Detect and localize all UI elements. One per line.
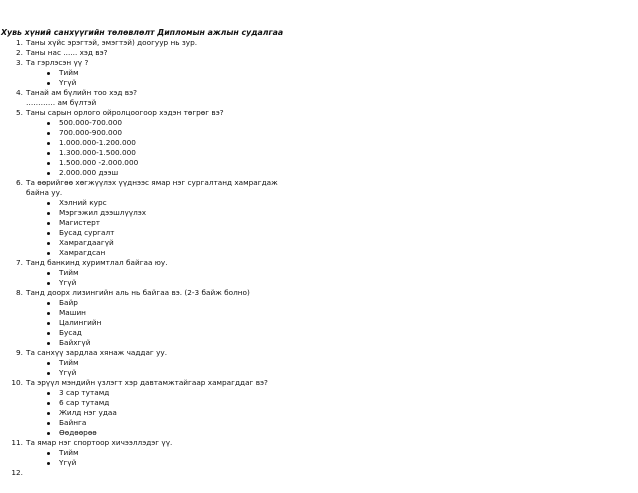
document-title: Хувь хүний санхүүгийн төлөвлөлт Дипломын ажлын судалгаа bbox=[1, 28, 284, 37]
option-item: Бусад bbox=[0, 328, 638, 338]
question-number: 6. bbox=[16, 178, 23, 187]
option-item: Үгүй bbox=[0, 78, 638, 88]
option-item: Хамрагдсан bbox=[0, 248, 638, 258]
option-list bbox=[0, 68, 638, 88]
option-item: Үгүй bbox=[0, 458, 638, 468]
question-text: Таны хүйс эрэгтэй, эмэгтэй) доогуур нь зур. bbox=[26, 38, 198, 47]
option-item: 1.300.000-1.500.000 bbox=[0, 148, 638, 158]
question-item bbox=[0, 288, 286, 298]
option-list bbox=[0, 268, 638, 288]
question-item bbox=[0, 258, 286, 268]
option-item: Тийм bbox=[0, 268, 638, 278]
question-item bbox=[0, 108, 286, 118]
question-number: 11. bbox=[11, 438, 23, 447]
question-number: 9. bbox=[16, 348, 23, 357]
question-text: Танд доорх лизингийн аль нь байгаа вэ. (2-3 байж болно) bbox=[26, 288, 250, 297]
option-item: Тийм bbox=[0, 448, 638, 458]
option-item: Байхгүй bbox=[0, 338, 638, 348]
option-list bbox=[0, 198, 638, 258]
option-item: Байнга bbox=[0, 418, 638, 428]
option-item: Цалингийн bbox=[0, 318, 638, 328]
question-number: 2. bbox=[16, 48, 23, 57]
question-item bbox=[0, 88, 286, 108]
option-list bbox=[0, 298, 638, 348]
question-item bbox=[0, 378, 286, 388]
question-item bbox=[0, 348, 286, 358]
option-item: Машин bbox=[0, 308, 638, 318]
option-item: Магистерт bbox=[0, 218, 638, 228]
question-number: 5. bbox=[16, 108, 23, 117]
question-text: Таны нас ...... хэд вэ? bbox=[26, 48, 108, 57]
option-item: Мэргэжил дээшлүүлэх bbox=[0, 208, 638, 218]
option-item: 1.500.000 -2.000.000 bbox=[0, 158, 638, 168]
question-number: 4. bbox=[16, 88, 23, 97]
question-number: 10. bbox=[11, 378, 23, 387]
option-item: 3 сар тутамд bbox=[0, 388, 638, 398]
question-list bbox=[0, 38, 638, 477]
option-item: Үгүй bbox=[0, 368, 638, 378]
question-number: 12. bbox=[11, 468, 23, 477]
option-item: 1.000.000-1.200.000 bbox=[0, 138, 638, 148]
option-item: 2.000.000 дээш bbox=[0, 168, 638, 178]
question-item bbox=[0, 178, 286, 198]
option-item: Тийм bbox=[0, 358, 638, 368]
option-item: Хамрагдаагүй bbox=[0, 238, 638, 248]
option-item: Өөдөөрөө bbox=[0, 428, 638, 438]
answer-blank-line: ………… ам бүлтэй bbox=[26, 98, 97, 107]
question-number: 8. bbox=[16, 288, 23, 297]
question-item bbox=[0, 38, 286, 48]
option-item: 700.000-900.000 bbox=[0, 128, 638, 138]
option-item: 500.000-700.000 bbox=[0, 118, 638, 128]
option-list bbox=[0, 358, 638, 378]
question-number: 7. bbox=[16, 258, 23, 267]
option-list bbox=[0, 118, 638, 178]
question-item bbox=[0, 438, 286, 448]
question-text: Та өөрийгөө хөгжүүлэх үүднээс ямар нэг сургалтанд хамрагдаж байна уу. bbox=[26, 178, 278, 197]
option-item: Байр bbox=[0, 298, 638, 308]
question-item bbox=[0, 48, 286, 58]
question-text: Та гэрлэсэн үү ? bbox=[26, 58, 89, 67]
question-number: 1. bbox=[16, 38, 23, 47]
option-item: Үгүй bbox=[0, 278, 638, 288]
question-text: Танай ам бүлийн тоо хэд вэ? bbox=[26, 88, 137, 97]
question-text: Танд банкинд хуримтлал байгаа юу. bbox=[26, 258, 168, 267]
option-item: Жилд нэг удаа bbox=[0, 408, 638, 418]
option-item: Тийм bbox=[0, 68, 638, 78]
option-list bbox=[0, 388, 638, 438]
question-text: Та эрүүл мэндийн үзлэгт хэр давтамжтайгаар хамрагддаг вэ? bbox=[26, 378, 268, 387]
option-list bbox=[0, 448, 638, 468]
question-text: Та санхүү зардлаа хянаж чаддаг уу. bbox=[26, 348, 168, 357]
question-text: Таны сарын орлого ойролцоогоор хэдэн төгрөг вэ? bbox=[26, 108, 224, 117]
option-item: 6 сар тутамд bbox=[0, 398, 638, 408]
survey-document bbox=[0, 28, 638, 477]
option-item: Бусад сургалт bbox=[0, 228, 638, 238]
option-item: Хэлний курс bbox=[0, 198, 638, 208]
question-item bbox=[0, 58, 286, 68]
question-number: 3. bbox=[16, 58, 23, 67]
question-text: Та ямар нэг спортоор хичээллэдэг үү. bbox=[26, 438, 173, 447]
